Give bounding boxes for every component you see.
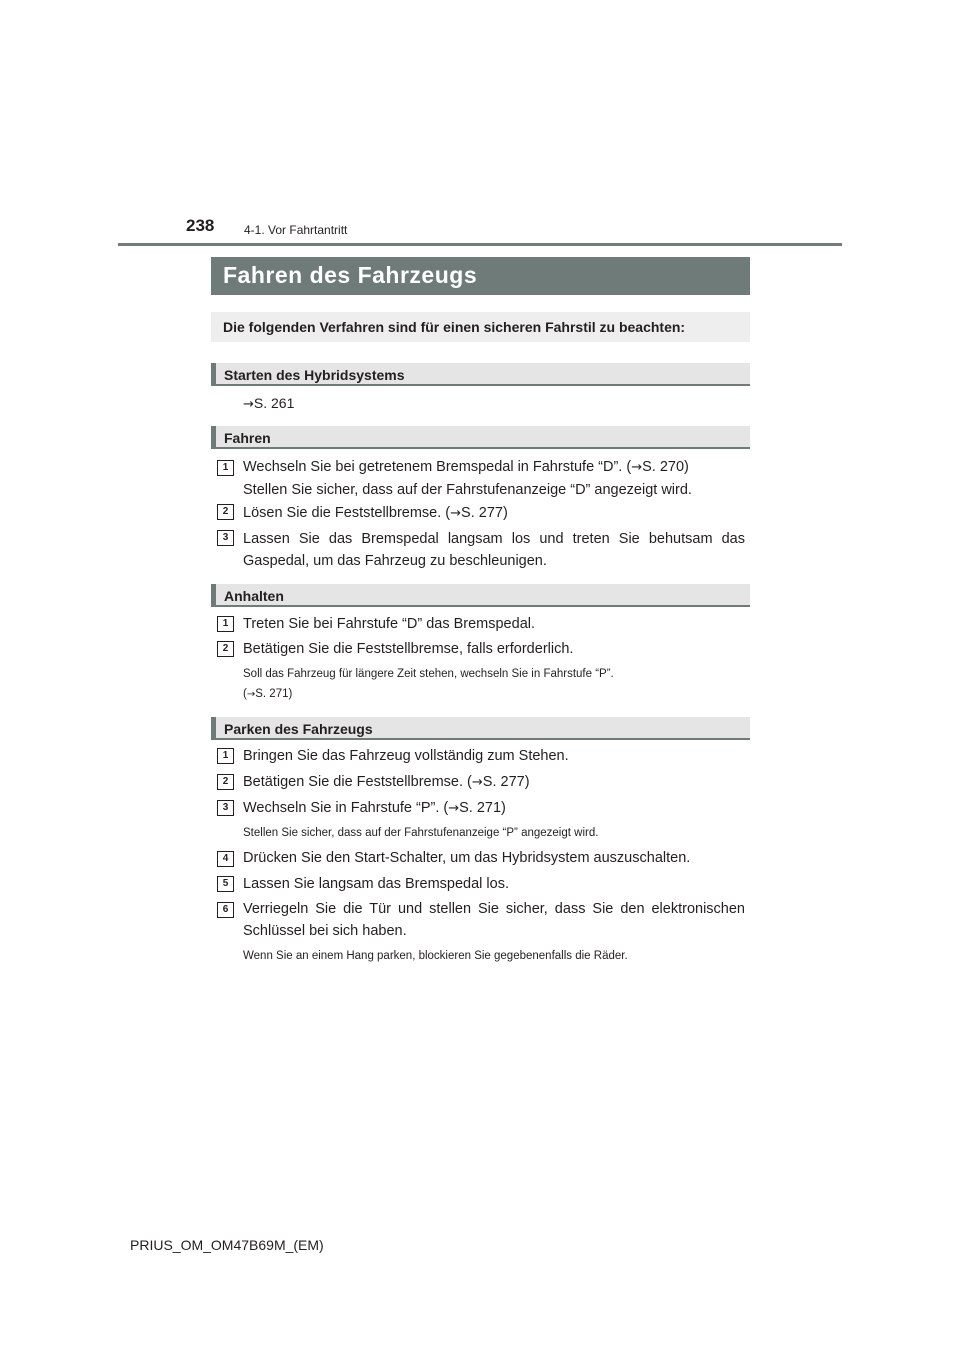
section-accent [211,717,216,738]
page-title-bar [211,257,750,295]
note-text: Stellen Sie sicher, dass auf der Fahrstufenanzeige “P” angezeigt wird. [243,827,599,839]
note-text-part: Soll das Fahrzeug für längere Zeit stehen, wechseln Sie in Fahrstufe “P”. [243,668,614,680]
page-reference: S. 271) [459,800,506,816]
section-accent [211,363,216,384]
step-number: 3 [217,530,234,546]
section-heading: Anhalten [224,588,284,604]
section-header-fahren [211,426,750,449]
step-text: Betätigen Sie die Feststellbremse, falls erforderlich. [243,641,574,657]
header-rule [118,243,842,246]
step-text-part: Wechseln Sie bei getretenem Bremspedal in Fahrstufe “D”. ( [243,459,632,475]
section-heading: Starten des Hybridsystems [224,367,405,383]
section-header-parken [211,717,750,740]
note-text: Wenn Sie an einem Hang parken, blockieren Sie gegebenenfalls die Räder. [243,950,628,962]
step-number: 3 [217,800,234,816]
step-number: 2 [217,504,234,520]
step-number: 1 [217,460,234,476]
step-text: Lassen Sie das Bremspedal langsam los und treten Sie behutsam das Gaspedal, um das Fahrzeug zu beschleunigen. [243,531,745,569]
intro-box [211,312,750,342]
step-number: 2 [217,774,234,790]
step-text-part: Lösen Sie die Feststellbremse. ( [243,505,451,521]
page-reference: S. 277) [461,505,508,521]
section-header-anhalten [211,584,750,607]
page-reference: S. 270) [642,459,689,475]
page-reference: S. 261 [253,395,295,411]
arrow-icon: → [631,460,643,475]
step-text-part: Wechseln Sie in Fahrstufe “P”. ( [243,800,449,816]
step-number: 1 [217,748,234,764]
section-header-starten [211,363,750,386]
arrow-icon: → [246,689,256,700]
page-number: 238 [186,216,215,235]
step-number: 1 [217,616,234,632]
step-number: 5 [217,876,234,892]
step-text-part: Stellen Sie sicher, dass auf der Fahrstufenanzeige “D” angezeigt wird. [243,482,692,498]
step-number: 2 [217,641,234,657]
page-reference: S. 271) [255,688,293,700]
reference-starten [243,395,294,412]
section-accent [211,584,216,605]
step-number: 6 [217,902,234,918]
note-text-part: ( [243,688,247,700]
section-heading: Parken des Fahrzeugs [224,721,373,737]
step-text: Bringen Sie das Fahrzeug vollständig zum Stehen. [243,748,569,764]
step-text: Treten Sie bei Fahrstufe “D” das Bremspedal. [243,616,536,632]
breadcrumb: 4-1. Vor Fahrtantritt [244,223,348,237]
arrow-icon: → [471,775,483,790]
section-heading: Fahren [224,430,271,446]
step-text [243,797,745,820]
step-number: 4 [217,851,234,867]
step-text [243,502,745,525]
page-title: Fahren des Fahrzeugs [223,262,478,288]
step-text [243,771,745,794]
arrow-icon: → [450,506,462,521]
step-text: Verriegeln Sie die Tür und stellen Sie sicher, dass Sie den elektronischen Schlüssel bei sich haben. [243,901,745,939]
section-accent [211,426,216,447]
arrow-icon: → [448,801,460,816]
step-text [243,456,745,501]
step-text: Lassen Sie langsam das Bremspedal los. [243,876,509,892]
page-reference: S. 277) [482,774,530,790]
note-text [243,664,745,705]
arrow-icon: → [243,397,254,412]
intro-text: Die folgenden Verfahren sind für einen sicheren Fahrstil zu beachten: [223,319,686,335]
document-footer: PRIUS_OM_OM47B69M_(EM) [130,1237,324,1253]
step-text: Drücken Sie den Start-Schalter, um das Hybridsystem auszuschalten. [243,850,691,866]
step-text-part: Betätigen Sie die Feststellbremse. ( [243,774,472,790]
